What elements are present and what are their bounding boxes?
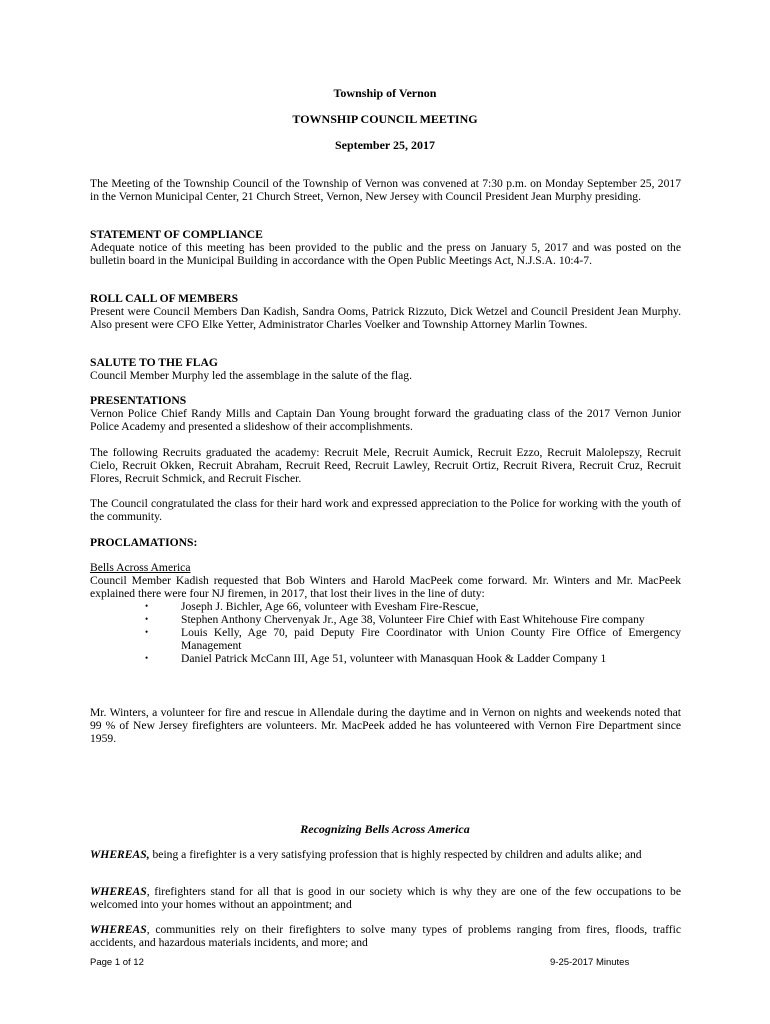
bells-intro: Council Member Kadish requested that Bob Winters and Harold MacPeek come forward. Mr. Winters and Mr. MacPeek explained there were four NJ firemen, in 2017, that lost their lives in the line of duty:: [90, 574, 681, 600]
presentations-paragraph-2: The following Recruits graduated the academy: Recruit Mele, Recruit Aumick, Recruit Ezzo, Recruit Malolepszy, Recruit Cielo, Recruit Okken, Recruit Abraham, Recruit Reed, Recruit Lawley, Recruit Ortiz, Recruit Rivera, Recruit Cruz, Recruit Flores, Recruit Schmick, and Recruit Fischer.: [90, 446, 681, 485]
whereas-3: [90, 923, 681, 949]
presentations-section: [90, 394, 681, 433]
bells-closing: Mr. Winters, a volunteer for fire and rescue in Allendale during the daytime and in Vernon on nights and weekends noted that 99 % of New Jersey firefighters are volunteers. Mr. MacPeek added he has volunteered with Vernon Fire Department since 1959.: [90, 706, 681, 745]
fireman-name: Daniel Patrick McCann III, Age 51, volunteer with Manasquan Hook & Ladder Company 1: [181, 652, 607, 665]
compliance-text: Adequate notice of this meeting has been provided to the public and the press on January 5, 2017 and was posted on the bulletin board in the Municipal Building in accordance with the Open Public Meetings Act, N.J.S.A. 10:4-7.: [90, 241, 681, 267]
salute-heading: SALUTE TO THE FLAG: [90, 356, 218, 369]
fireman-name: Stephen Anthony Chervenyak Jr., Age 38, Volunteer Fire Chief with East Whitehouse Fire company: [181, 613, 645, 626]
list-item: [90, 613, 681, 626]
intro-paragraph: The Meeting of the Township Council of the Township of Vernon was convened at 7:30 p.m. on Monday September 25, 2017 in the Vernon Municipal Center, 21 Church Street, Vernon, New Jersey with Council President Jean Murphy presiding.: [90, 177, 681, 203]
presentations-paragraph-3: The Council congratulated the class for their hard work and expressed appreciation to the Police for working with the youth of the community.: [90, 497, 681, 523]
meeting-title: TOWNSHIP COUNCIL MEETING: [292, 112, 478, 126]
whereas-label: WHEREAS: [90, 885, 147, 898]
document-title: Township of Vernon: [333, 86, 437, 100]
bullet-icon: •: [145, 614, 149, 624]
bullet-icon: •: [145, 601, 149, 611]
salute-section: [90, 356, 681, 382]
presentations-heading: PRESENTATIONS: [90, 394, 187, 407]
bells-subheading: Bells Across America: [90, 561, 191, 574]
whereas-text: , communities rely on their firefighters to solve many types of problems ranging from fires, floods, traffic accidents, and hazardous materials incidents, and more; and: [90, 923, 681, 949]
firemen-list: [90, 600, 681, 665]
whereas-text: , firefighters stand for all that is good in our society which is why they are one of the few occupations to be welcomed into your homes without an appointment; and: [90, 885, 681, 911]
whereas-1: [90, 848, 681, 861]
document-footer-label: 9-25-2017 Minutes: [550, 957, 630, 968]
list-item: [90, 652, 681, 665]
list-item: [90, 600, 681, 613]
whereas-label: WHEREAS,: [90, 848, 150, 861]
proclamations-heading-text: PROCLAMATIONS:: [90, 536, 198, 549]
recognizing-title: Recognizing Bells Across America: [300, 822, 470, 836]
whereas-label: WHEREAS: [90, 923, 147, 936]
roll-call-heading: ROLL CALL OF MEMBERS: [90, 292, 239, 305]
bells-section: [90, 561, 681, 665]
roll-call-text: Present were Council Members Dan Kadish, Sandra Ooms, Patrick Rizzuto, Dick Wetzel and Council President Jean Murphy. Also present were CFO Elke Yetter, Administrator Charles Voelker and Township Attorney Marlin Townes.: [90, 305, 681, 331]
salute-text: Council Member Murphy led the assemblage in the salute of the flag.: [90, 369, 412, 382]
whereas-text: being a firefighter is a very satisfying profession that is highly respected by children and adults alike; and: [149, 848, 642, 861]
fireman-name: Louis Kelly, Age 70, paid Deputy Fire Coordinator with Union County Fire Office of Emergency Management: [181, 626, 681, 652]
compliance-section: [90, 228, 681, 267]
bullet-icon: •: [145, 627, 149, 637]
bullet-icon: •: [145, 653, 149, 663]
presentations-paragraph-1: Vernon Police Chief Randy Mills and Captain Dan Young brought forward the graduating class of the 2017 Vernon Junior Police Academy and presented a slideshow of their accomplishments.: [90, 407, 681, 433]
fireman-name: Joseph J. Bichler, Age 66, volunteer with Evesham Fire-Rescue,: [181, 600, 479, 613]
compliance-heading: STATEMENT OF COMPLIANCE: [90, 228, 263, 241]
proclamations-heading: [90, 536, 681, 549]
page-number: Page 1 of 12: [90, 957, 144, 968]
roll-call-section: [90, 292, 681, 331]
whereas-2: [90, 885, 681, 911]
list-item: [90, 626, 681, 652]
meeting-date: September 25, 2017: [334, 138, 436, 152]
